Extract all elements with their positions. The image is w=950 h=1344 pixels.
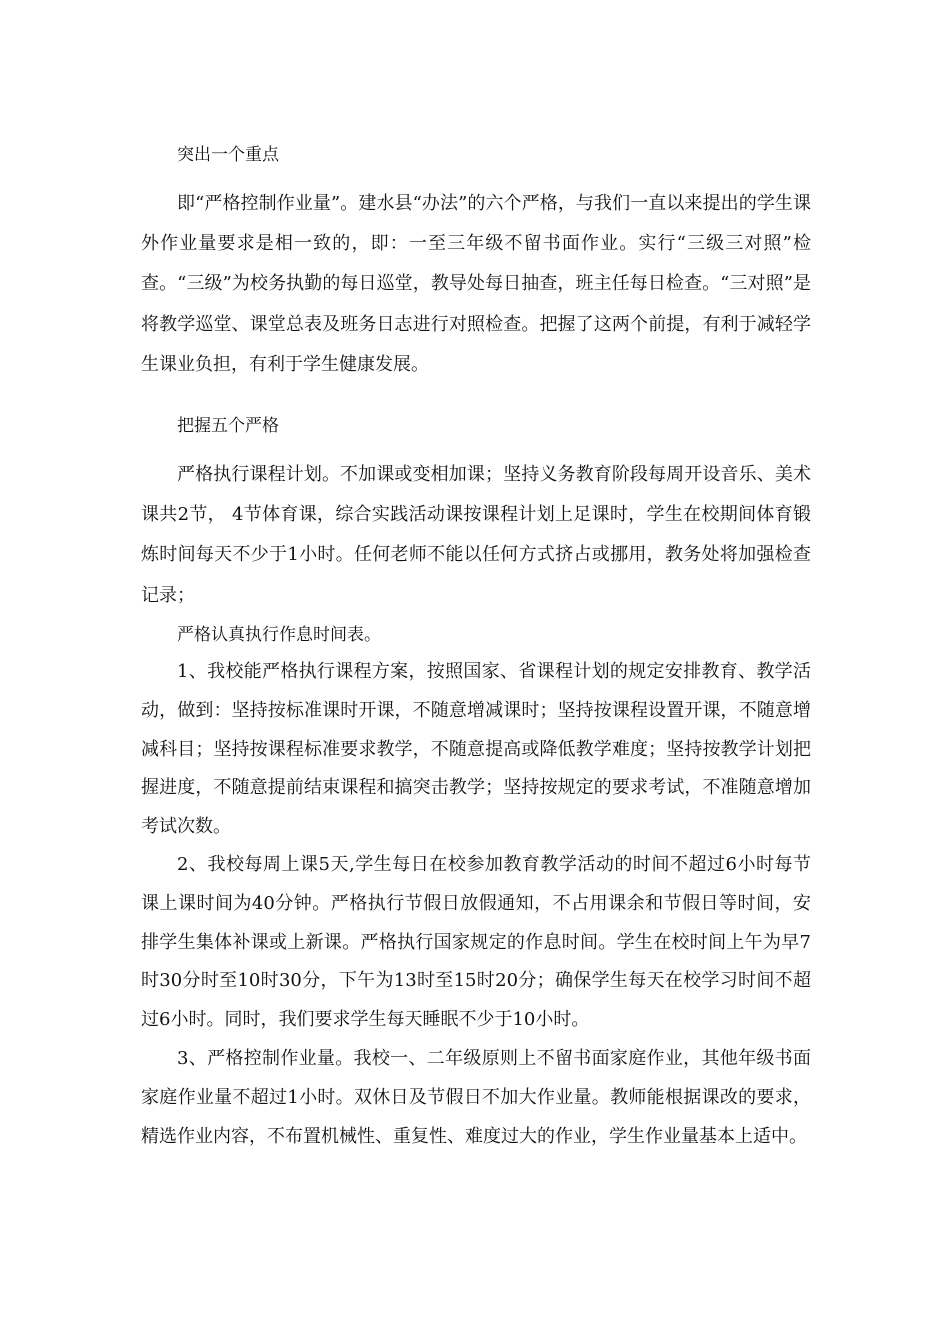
section-heading-focus: 突出一个重点	[177, 145, 279, 165]
paragraph-point-2: 2、我校每周上课5天,学生每日在校参加教育教学活动的时间不超过6小时每节课上课时间为40分钟。严格执行节假日放假通知，不占用课余和节假日等时间，安排学生集体补课或上新课。严格执行国家规定的作息时间。学生在校时间上午为早7时30分时至10时30分，下午为13时至15时20分；确保学生每天在校学习时间不超过6小时。同时，我们要求学生每天睡眠不少于10小时。	[141, 854, 811, 1031]
paragraph-homework-control: 即“严格控制作业量”。建水县“办法”的六个严格，与我们一直以来提出的学生课外作业量要求是相一致的，即：一至三年级不留书面作业。实行“三级三对照”检查。“三级”为校务执勤的每日巡堂，教导处每日抽查，班主任每日检查。“三对照”是将教学巡堂、课堂总表及班务日志进行对照检查。把握了这两个前提，有利于减轻学生课业负担，有利于学生健康发展。	[141, 193, 811, 375]
paragraph-point-1: 1、我校能严格执行课程方案，按照国家、省课程计划的规定安排教育、教学活动，做到：坚持按标准课时开课，不随意增减课时；坚持按课程设置开课，不随意增减科目；坚持按课程标准要求教学，不随意提高或降低教学难度；坚持按教学计划把握进度，不随意提前结束课程和搞突击教学；坚持按规定的要求考试，不准随意增加考试次数。	[141, 661, 811, 838]
paragraph-schedule-heading: 严格认真执行作息时间表。	[177, 625, 381, 645]
paragraph-course-plan: 严格执行课程计划。不加课或变相加课；坚持义务教育阶段每周开设音乐、美术课共2节， 4节体育课，综合实践活动课按课程计划上足课时，学生在校期间体育锻炼时间每天不少于1小时。任何老师不能以任何方式挤占或挪用，教务处将加强检查记录；	[141, 464, 811, 606]
paragraph-point-3: 3、严格控制作业量。我校一、二年级原则上不留书面家庭作业，其他年级书面家庭作业量不超过1小时。双休日及节假日不加大作业量。教师能根据课改的要求，精选作业内容，不布置机械性、重复性、难度过大的作业，学生作业量基本上适中。	[141, 1048, 811, 1147]
section-heading-five-strict: 把握五个严格	[177, 416, 279, 436]
